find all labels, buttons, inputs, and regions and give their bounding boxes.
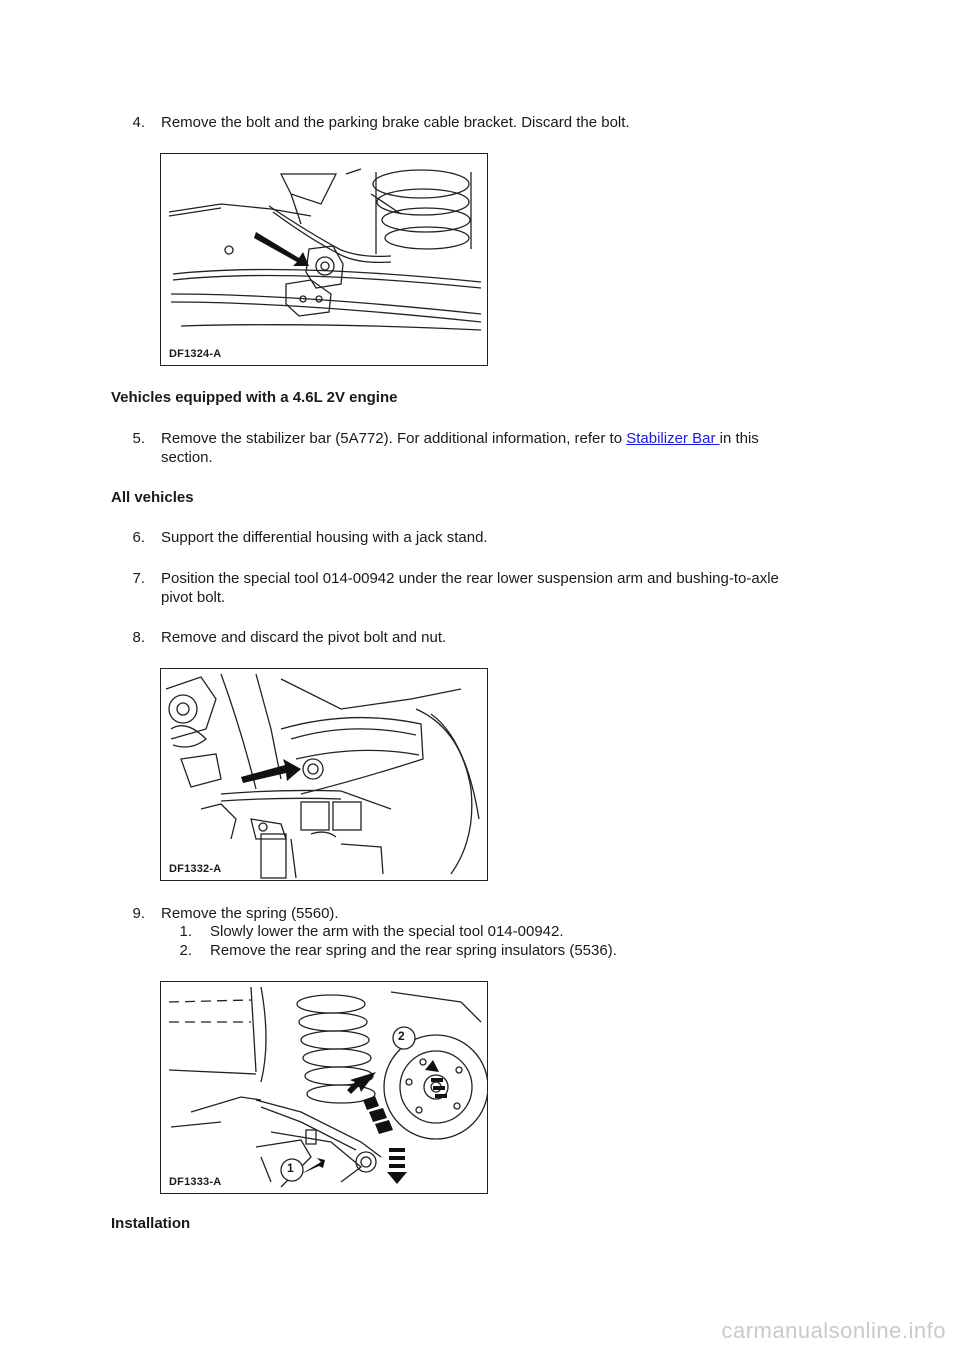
figure-label: DF1332-A: [169, 863, 222, 875]
figure-label: DF1333-A: [169, 1176, 222, 1188]
step-text: Remove and discard the pivot bolt and nut.: [161, 629, 447, 646]
illustration-spring-removal: [161, 982, 487, 1193]
step-text-part: in this: [719, 430, 759, 447]
section-heading: All vehicles: [111, 489, 194, 506]
step-number: 9.: [132, 905, 145, 922]
section-heading: Vehicles equipped with a 4.6L 2V engine: [111, 389, 398, 406]
callout-2: 2: [398, 1029, 405, 1043]
illustration-brake-bracket: [161, 154, 487, 365]
substep-text: Remove the rear spring and the rear spring insulators (5536).: [210, 942, 617, 959]
step-text-part: Remove the stabilizer bar (5A772). For additional information, refer to: [161, 430, 627, 447]
step-text: Position the special tool 014-00942 under the rear lower suspension arm and bushing-to-axle: [161, 570, 779, 587]
step-number: 7.: [132, 570, 145, 587]
figure-label: DF1324-A: [169, 348, 222, 360]
step-text: [161, 430, 861, 447]
substep-number: 1.: [179, 923, 192, 940]
watermark: carmanualsonline.info: [721, 1318, 946, 1343]
step-text-continued: section.: [161, 449, 213, 466]
section-heading: Installation: [111, 1215, 191, 1232]
substep-number: 2.: [179, 942, 192, 959]
figure-pivot-bolt: [160, 668, 488, 881]
stabilizer-bar-link[interactable]: Stabilizer Bar: [626, 430, 720, 447]
step-text: Support the differential housing with a jack stand.: [161, 529, 488, 546]
step-number: 8.: [132, 629, 145, 646]
step-text: Remove the bolt and the parking brake cable bracket. Discard the bolt.: [161, 114, 630, 131]
figure-spring-removal: [160, 981, 488, 1194]
step-number: 4.: [132, 114, 145, 131]
step-number: 6.: [132, 529, 145, 546]
step-text: Remove the spring (5560).: [161, 905, 339, 922]
illustration-pivot-bolt: [161, 669, 487, 880]
figure-parking-brake-bracket: [160, 153, 488, 366]
step-number: 5.: [132, 430, 145, 447]
step-text-continued: pivot bolt.: [161, 589, 226, 606]
substep-text: Slowly lower the arm with the special tool 014-00942.: [210, 923, 564, 940]
callout-1: 1: [287, 1161, 294, 1175]
